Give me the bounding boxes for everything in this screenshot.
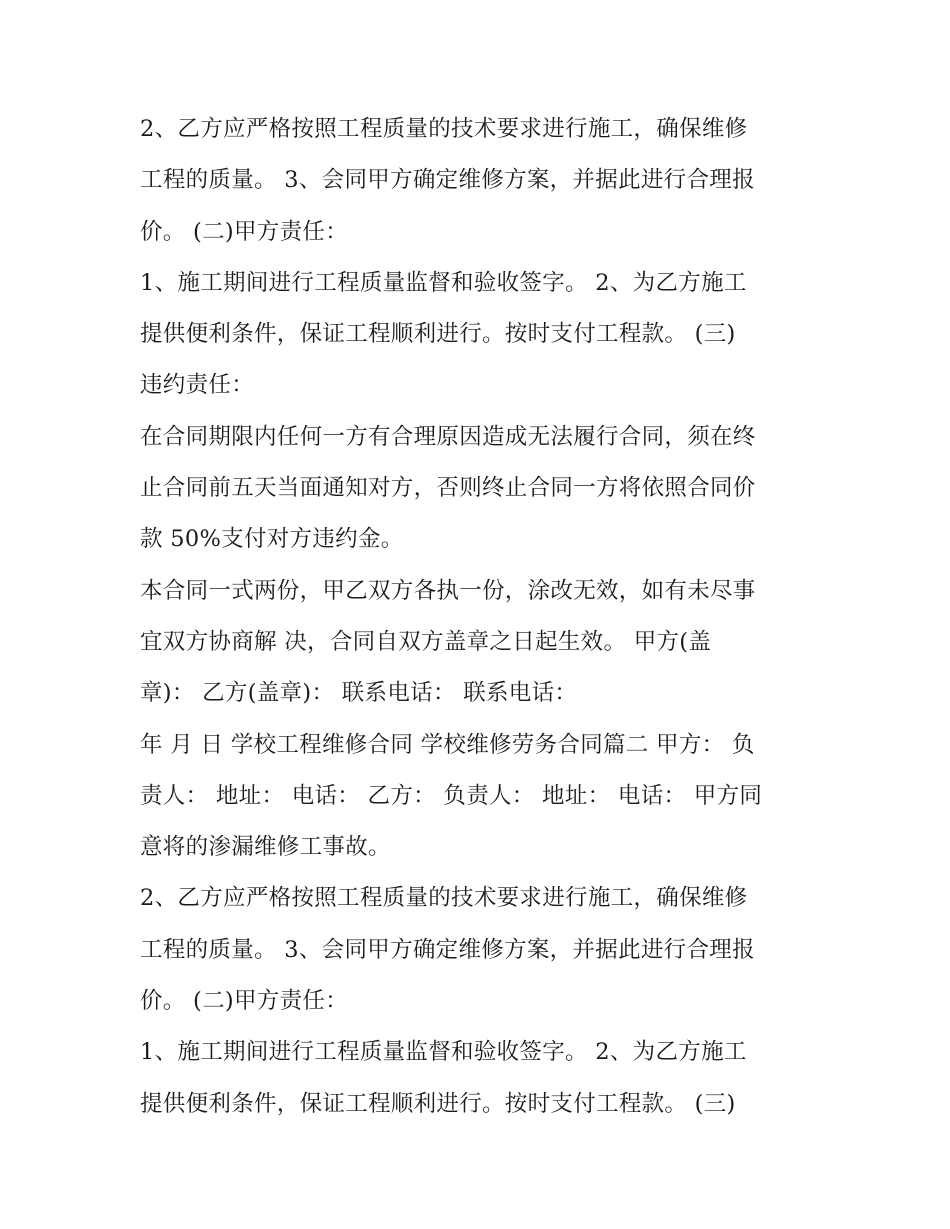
text-line: 责人： 地址： 电话： 乙方： 负责人： 地址： 电话： 甲方同 <box>140 782 763 809</box>
text-line: 款 50%支付对方违约金。 <box>140 526 404 553</box>
text-line: 2、乙方应严格按照工程质量的技术要求进行施工，确保维修 <box>140 885 748 912</box>
text-line: 年 月 日 学校工程维修合同 学校维修劳务合同篇二 甲方： 负 <box>140 731 755 758</box>
text-line: 意将的渗漏维修工事故。 <box>140 834 391 861</box>
text-line: 工程的质量。 3、会同甲方确定维修方案，并据此进行合理报 <box>140 167 755 194</box>
text-line: 2、乙方应严格按照工程质量的技术要求进行施工，确保维修 <box>140 116 748 142</box>
text-line: 止合同前五天当面通知对方，否则终止合同一方将依照合同价 <box>140 475 756 502</box>
text-line: 工程的质量。 3、会同甲方确定维修方案，并据此进行合理报 <box>140 936 755 963</box>
text-line: 价。 (二)甲方责任： <box>140 218 349 245</box>
document-body <box>140 104 820 1130</box>
text-line: 提供便利条件，保证工程顺利进行。按时支付工程款。 (三) <box>140 1090 736 1117</box>
text-line: 违约责任： <box>140 372 255 399</box>
text-line: 宜双方协商解 决，合同自双方盖章之日起生效。 甲方(盖 <box>140 628 712 655</box>
text-line: 提供便利条件，保证工程顺利进行。按时支付工程款。 (三) <box>140 321 736 348</box>
text-line: 章)： 乙方(盖章)： 联系电话： 联系电话： <box>140 680 578 707</box>
text-line: 本合同一式两份，甲乙双方各执一份，涂改无效，如有未尽事 <box>140 577 756 604</box>
text-line: 1、施工期间进行工程质量监督和验收签字。 2、为乙方施工 <box>140 1039 747 1066</box>
text-line: 价。 (二)甲方责任： <box>140 988 349 1015</box>
text-line: 在合同期限内任何一方有合理原因造成无法履行合同，须在终 <box>140 423 756 450</box>
text-line: 1、施工期间进行工程质量监督和验收签字。 2、为乙方施工 <box>140 269 747 296</box>
